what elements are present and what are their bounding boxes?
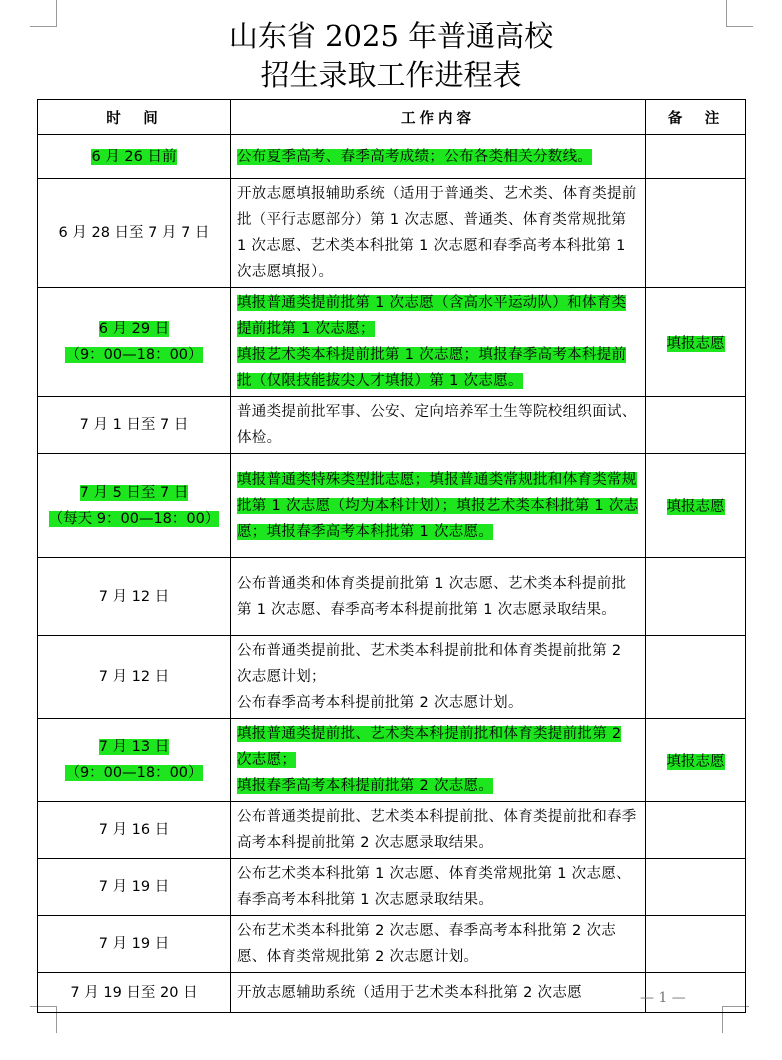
time-text: （9：00—18：00）: [65, 347, 203, 363]
table-row: [38, 397, 746, 454]
cell-note: [646, 636, 746, 719]
table-row: [38, 558, 746, 636]
cell-content: [231, 916, 646, 973]
time-text: （每天 9：00—18：00）: [48, 510, 220, 527]
table-row: [38, 636, 746, 719]
content-text: 开放志愿填报辅助系统（适用于普通类、艺术类、体育类提前批（平行志愿部分）第 1 次志愿、普通类、体育类常规批第 1 次志愿、艺术类本科批第 1 次志愿和春季高考本科批第 1 次志愿填报）。: [237, 186, 637, 280]
cell-time: [38, 973, 231, 1013]
header-content: 工作内容: [231, 100, 646, 135]
time-text: （9：00—18：00）: [65, 765, 203, 781]
content-text: 开放志愿辅助系统（适用于艺术类本科批第 2 次志愿: [237, 984, 582, 1001]
cell-content: [231, 719, 646, 802]
table-row: [38, 454, 746, 558]
content-text: 公布普通类提前批、艺术类本科提前批和体育类提前批第 2 次志愿计划；: [237, 643, 622, 685]
header-note: 备 注: [646, 100, 746, 135]
content-text: 公布普通类和体育类提前批第 1 次志愿、艺术类本科提前批第 1 次志愿、春季高考本科提前批第 1 次志愿录取结果。: [237, 575, 627, 618]
note-text: 填报志愿: [666, 753, 725, 770]
page-number: — 1 —: [640, 990, 686, 1006]
cell-content: [231, 636, 646, 719]
table-row: [38, 288, 746, 397]
cell-content: [231, 558, 646, 636]
note-text: 填报志愿: [666, 335, 725, 352]
time-text: 7 月 13 日: [98, 739, 170, 755]
document-title-line-2: 招生录取工作进程表: [260, 58, 522, 92]
schedule-table: [37, 99, 746, 1013]
cell-time: [38, 288, 231, 397]
content-text: 填报普通类特殊类型批志愿；填报普通类常规批和体育类常规批第 1 次志愿（均为本科计划）；填报艺术类本科批第 1 次志愿；填报春季高考本科批第 1 次志愿。: [237, 471, 639, 540]
cell-time: [38, 135, 231, 179]
table-row: [38, 802, 746, 859]
time-text: 7 月 16 日: [98, 822, 170, 838]
cell-time: [38, 397, 231, 454]
time-text: 6 月 29 日: [98, 321, 170, 337]
cell-content: [231, 179, 646, 288]
content-text: 填报春季高考本科提前批第 2 次志愿。: [237, 778, 494, 794]
cell-time: [38, 558, 231, 636]
time-text: 7 月 12 日: [98, 588, 170, 605]
content-text: 公布普通类提前批、艺术类本科提前批、体育类提前批和春季高考本科提前批第 2 次志愿录取结果。: [237, 809, 637, 851]
cell-time: [38, 859, 231, 916]
time-text: 7 月 5 日至 7 日: [79, 484, 189, 501]
cell-note: [646, 916, 746, 973]
content-text: 填报普通类提前批、艺术类本科提前批和体育类提前批第 2 次志愿；: [237, 726, 622, 768]
time-text: 6 月 28 日至 7 月 7 日: [58, 225, 210, 241]
cell-content: [231, 859, 646, 916]
table-row: [38, 135, 746, 179]
cell-time: [38, 454, 231, 558]
document-title-line-1: 山东省 2025 年普通高校: [228, 19, 554, 53]
header-time: 时 间: [38, 100, 231, 135]
content-text: 填报普通类提前批第 1 次志愿（含高水平运动队）和体育类提前批第 1 次志愿；: [237, 295, 627, 337]
cell-time: [38, 802, 231, 859]
cell-time: [38, 719, 231, 802]
time-text: 7 月 19 日至 20 日: [70, 984, 198, 1001]
cell-note: [646, 397, 746, 454]
cell-note: [646, 454, 746, 558]
cell-time: [38, 179, 231, 288]
content-text: 公布艺术类本科批第 2 次志愿、春季高考本科批第 2 次志愿、体育类常规批第 2 次志愿计划。: [237, 923, 617, 965]
table-row: [38, 916, 746, 973]
table-row: [38, 859, 746, 916]
cell-time: [38, 636, 231, 719]
time-text: 7 月 12 日: [98, 669, 170, 685]
content-text: 普通类提前批军事、公安、定向培养军士生等院校组织面试、体检。: [237, 404, 637, 446]
content-text: 填报艺术类本科提前批第 1 次志愿；填报春季高考本科提前批（仅限技能拔尖人才填报）第 1 次志愿。: [237, 347, 627, 389]
cell-content: [231, 397, 646, 454]
time-text: 6 月 26 日前: [91, 148, 177, 165]
cell-note: [646, 179, 746, 288]
cell-content: [231, 135, 646, 179]
content-text: 公布艺术类本科批第 1 次志愿、体育类常规批第 1 次志愿、春季高考本科批第 1 次志愿录取结果。: [237, 866, 631, 908]
cell-content: [231, 802, 646, 859]
cell-note: [646, 859, 746, 916]
cell-note: [646, 719, 746, 802]
cell-content: [231, 288, 646, 397]
content-text: 公布春季高考本科提前批第 2 次志愿计划。: [237, 695, 523, 711]
cell-note: [646, 558, 746, 636]
table-row: [38, 179, 746, 288]
table-header-row: [38, 100, 746, 135]
cell-content: [231, 454, 646, 558]
time-text: 7 月 19 日: [98, 879, 170, 895]
cell-note: [646, 288, 746, 397]
table-row: [38, 719, 746, 802]
content-text: 公布夏季高考、春季高考成绩；公布各类相关分数线。: [237, 148, 593, 165]
cell-note: [646, 135, 746, 179]
cell-note: [646, 802, 746, 859]
time-text: 7 月 19 日: [98, 936, 170, 952]
cell-time: [38, 916, 231, 973]
time-text: 7 月 1 日至 7 日: [79, 417, 189, 433]
cell-content: [231, 973, 646, 1013]
note-text: 填报志愿: [666, 499, 725, 515]
